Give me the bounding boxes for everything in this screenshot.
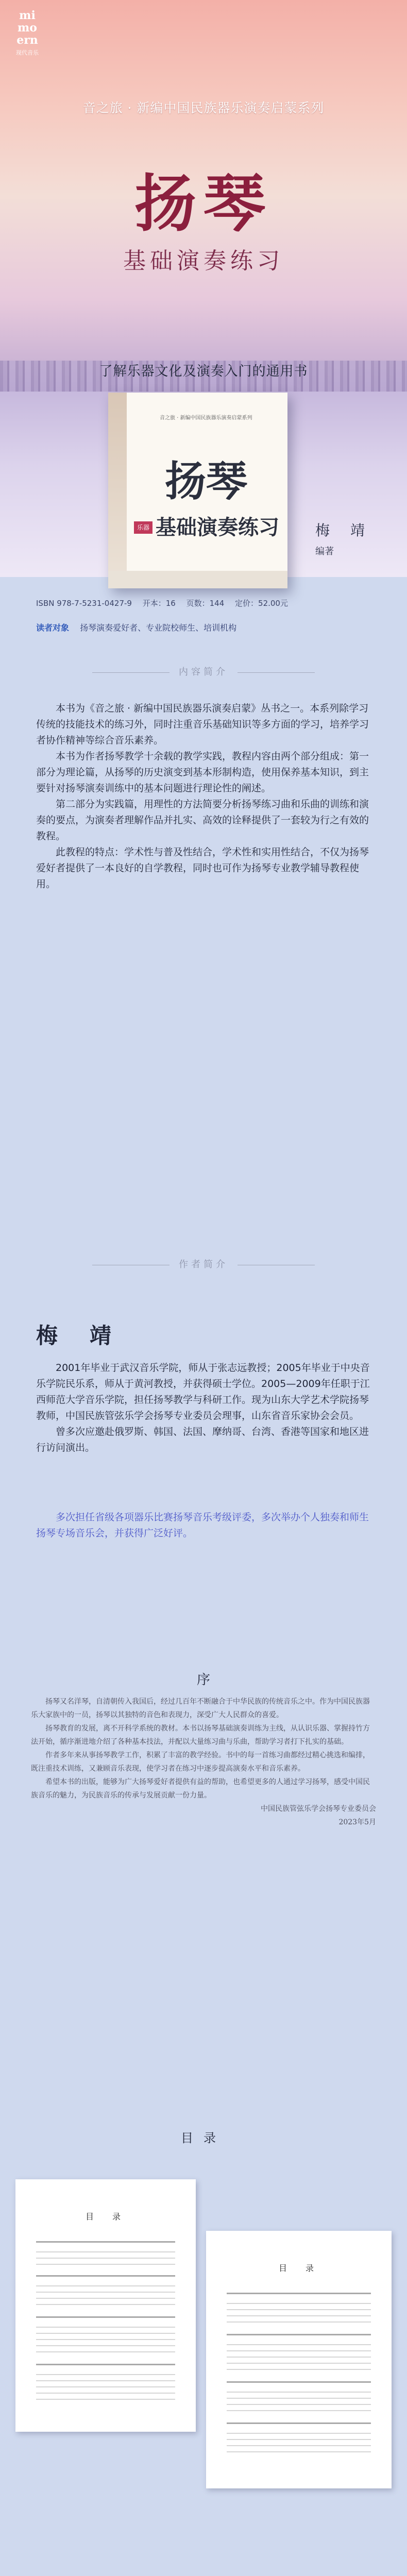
book-title: 扬琴: [165, 457, 247, 505]
toc-page-2: [206, 2231, 392, 2488]
preface-body: [31, 1695, 376, 1829]
book-badge: 乐器: [134, 521, 152, 534]
series-title: 音之旅 · 新编中国民族器乐演奏启蒙系列: [82, 100, 325, 115]
preface-heading: 序: [196, 1672, 210, 1688]
main-title: 扬琴: [134, 167, 273, 240]
content-intro-heading: 内容简介: [0, 665, 407, 678]
book-subtitle: 基础演奏练习: [156, 515, 279, 539]
author-name: 梅 靖: [315, 522, 368, 539]
logo-caption: 现代音乐: [16, 49, 39, 56]
toc-page-1: [15, 2179, 196, 2432]
main-subtitle: 基础演奏练习: [123, 248, 284, 274]
preface-paragraph: 扬琴教育的发展，离不开科学系统的教材。本书以扬琴基础演奏训练为主线，从认识乐器、掌握持竹方法开始，循序渐进地介绍了各种基本技法，并配以大量练习曲与乐曲，帮助学习者打下扎实的基础。: [31, 1724, 370, 1746]
format: 开本：16: [142, 599, 176, 608]
book-specs: [36, 598, 376, 608]
content-paragraph: 第二部分为实践篇，用理性的方法简要分析扬琴练习曲和乐曲的训练和演奏的要点，为演奏者理解作品并扎实、高效的诠释提供了一套较为行之有效的教程。: [36, 799, 369, 842]
author-paragraph: 2001年毕业于武汉音乐学院，师从于张志远教授；2005年毕业于中央音乐学院民乐系，师从于黄河教授，并获得硕士学位。2005—2009年任职于江西师范大学音乐学院，担任扬琴教学与科研工作。现为山东大学艺术学院扬琴教师，中国民族管弦乐学会扬琴专业委员会理事，山东省音乐家协会会员。: [36, 1362, 370, 1421]
logo-mark: mi mo ern: [16, 9, 38, 47]
preface-signature: 中国民族管弦乐学会扬琴专业委员会: [261, 1805, 376, 1813]
isbn: ISBN 978-7-5231-0427-9: [36, 599, 132, 608]
content-intro-body: [36, 701, 371, 892]
toc-page-title: 目 录: [278, 2263, 319, 2273]
toc-page-title: 目 录: [85, 2212, 126, 2222]
reader-value: 扬琴演奏爱好者、专业院校师生、培训机构: [80, 623, 237, 633]
reader-target: [36, 621, 376, 633]
preface-paragraph: 作者多年来从事扬琴教学工作，积累了丰富的教学经验。书中的每一首练习曲都经过精心挑选和编排，既注重技术训练，又兼顾音乐表现，使学习者在练习中逐步提高演奏水平和音乐素养。: [31, 1751, 370, 1773]
content-paragraph: 此教程的特点：学术性与普及性结合，学术性和实用性结合，不仅为扬琴爱好者提供了一本良好的自学教程，同时也可作为扬琴专业教学辅导教程使用。: [36, 846, 369, 890]
book-spine-band: [108, 393, 127, 588]
pages: 页数：144: [186, 599, 225, 608]
publisher-logo: [9, 9, 45, 61]
hero-tagline: 了解乐器文化及演奏入门的通用书: [99, 364, 308, 379]
author-intro-heading: 作者简介: [0, 1257, 407, 1270]
preface-paragraph: 希望本书的出版，能够为广大扬琴爱好者提供有益的帮助，也希望更多的人通过学习扬琴，感受中国民族音乐的魅力，为民族音乐的传承与发展贡献一份力量。: [31, 1778, 370, 1800]
author-intro-body: [36, 1360, 371, 1456]
content-paragraph: 本书为《音之旅 · 新编中国民族器乐演奏启蒙》丛书之一。本系列除学习传统的技能技术的练习外，同时注重音乐基础知识等多方面的学习，培养学习者协作精神等综合音乐素养。: [36, 703, 369, 746]
preface-paragraph: 扬琴又名洋琴，自清朝传入我国后，经过几百年不断融合于中华民族的传统音乐之中。作为中国民族器乐大家族中的一员，扬琴以其独特的音色和表现力，深受广大人民群众的喜爱。: [31, 1698, 370, 1719]
author-highlight: 多次担任省级各项器乐比赛扬琴音乐考级评委，多次举办个人独奏和师生扬琴专场音乐会，并获得广泛好评。: [36, 1512, 369, 1539]
author-credit: [315, 519, 368, 557]
book-series: 音之旅 · 新编中国民族器乐演奏启蒙系列: [160, 415, 252, 421]
author-intro-name: 梅 靖: [36, 1323, 117, 1348]
book-cover: [108, 393, 287, 588]
preface-date: 2023年5月: [338, 1818, 376, 1826]
reader-label: 读者对象: [36, 623, 70, 633]
price: 定价：52.00元: [235, 599, 288, 608]
content-paragraph: 本书为作者扬琴教学十余载的教学实践，教程内容由两个部分组成：第一部分为理论篇，从扬琴的历史演变到基本形制构造，使用保养基本知识，到主要针对扬琴演奏训练中的基本问题进行理论性的阐述。: [36, 751, 369, 794]
book-footer-band: [108, 571, 287, 588]
author-role: 编著: [315, 546, 334, 557]
author-paragraph: 曾多次应邀赴俄罗斯、韩国、法国、摩纳哥、台湾、香港等国家和地区进行访问演出。: [36, 1426, 369, 1453]
toc-heading: 目录: [181, 2131, 226, 2145]
